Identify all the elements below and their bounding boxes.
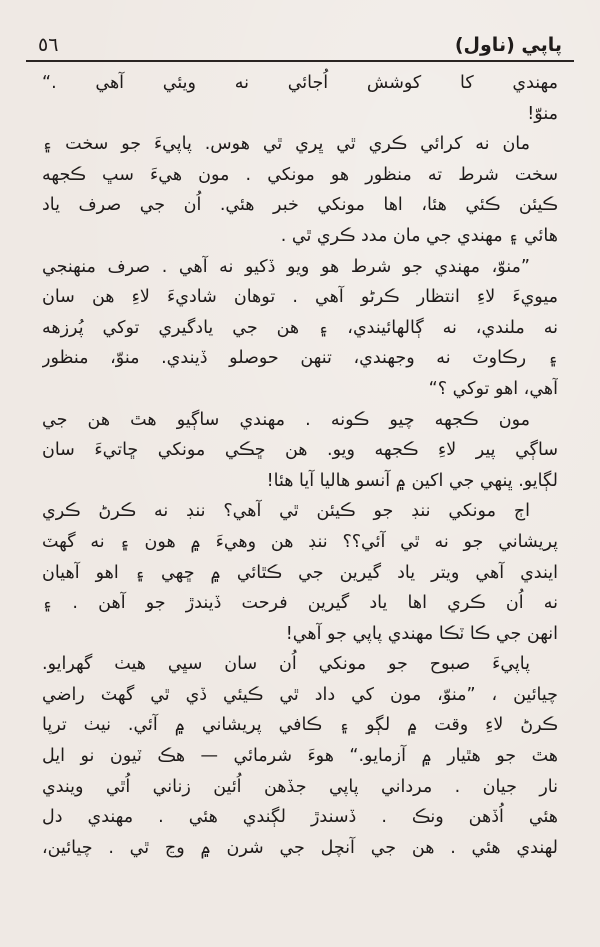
page-number: ٥٦	[38, 34, 59, 56]
page-body	[26, 62, 574, 863]
paragraph-3	[42, 252, 558, 405]
text-line: لهندي هئي . هن جي آنچل جي شرن ۾ وڃ ٿي . چيائين،	[42, 837, 558, 858]
text-line: هئي اُڏهن ونڪ . ڏسندڙ لڳندي هئي . مهندي دل	[42, 807, 558, 828]
text-line: هائي ۽ مهندي جي مان مدد ڪري ٿي .	[280, 225, 558, 246]
text-line: ۽ رڪاوٽ نه وجهندي، تنهن حوصلو ڏيندي. منوّ، منظور	[42, 348, 558, 369]
text-line: مان نه كرائي ڪري ٿي ڀري ٿي هوس. پاپيءَ جو سخت ۽	[42, 134, 530, 155]
text-line: نه اُن ڪري اها ياد گيرين فرحت ڏيندڙ جو آهن . ۽	[42, 593, 558, 614]
running-title: پاپي (ناول)	[454, 34, 562, 56]
text-line: لڳايو. ڀنهي جي اکين ۾ آنسو هاليا آيا هئا!	[266, 470, 558, 491]
text-line: نار جيان . مرداني پاپي جڏهن اُئين زناني اُٿي ويندي	[42, 776, 558, 797]
page-header	[26, 28, 574, 62]
text-line: پريشاني جو نه ٿي آئي؟؟ ننڊ هن وهيءَ ۾ هون ۽ نه گهٽ	[42, 531, 558, 552]
text-line: پاپيءَ صبوح جو مونکي اُن سان سڀي هيٺ گهرايو.	[42, 654, 530, 675]
text-line: مهندي كا كوشش اُجائي نه ويئي آهي .“	[42, 73, 558, 93]
text-line: ميويءَ لاءِ انتظار ڪرڻو آهي . توهان شاديءَ لاءِ هن سان	[42, 287, 558, 308]
text-line: اڄ مونکي ننڊ جو ڪيئن ٿي آهي؟ ننڊ نه ڪرڻ ڪري	[42, 501, 530, 522]
text-line: نه ملندي، نه ڳالهائيندي، ۽ هن جي يادگيري توکي پُرزهه	[42, 317, 558, 338]
text-line: چيائين ، ”منوّ، مون کي داد ٿي ڪيئي ڏي ٿي گهٽ راضي	[42, 684, 558, 705]
paragraph-6	[42, 649, 558, 863]
text-line: ايندي آهي ويتر ياد گيرين جي ڪٿائي ۾ ڇهي ۽ اهو آهيان	[42, 562, 558, 583]
text-line: ساڳي پير لاءِ ڪجهه ويو. هن ڇڪي مونکي ڇاتيءَ سان	[42, 440, 558, 461]
text-line: ڪيئن ڪئي هئا، اها مونکي خبر هئي. اُن جي صرف ياد	[42, 195, 558, 216]
paragraph-2	[42, 129, 558, 251]
text-line: مون ڪجهه چيو ڪونه . مهندي ساڳيو هٿ هن جي	[42, 409, 530, 430]
text-line: آهي، اهو توکي ؟“	[428, 378, 558, 399]
paragraph-4	[42, 405, 558, 497]
text-line: ڪرڻ لاءِ وقت ۾ لڳو ۽ ڪافي پريشاني ۾ آئي. نيٺ ترپا	[42, 715, 558, 736]
text-line: هٿ جو هٿيار ۾ آزمايو.“ هوءَ شرمائي — هڪ ٽيون نو ايل	[42, 746, 558, 767]
text-line: انهن جي ڪا ٽڪا مهندي پاپي جو آهي!	[285, 623, 558, 644]
text-line: منوّ!	[527, 103, 558, 124]
paragraph-1	[42, 68, 558, 129]
paragraph-5	[42, 496, 558, 649]
text-line: سخت شرط ته منظور هو مونکي . مون هيءَ سڀ ڪجهه	[42, 164, 558, 185]
text-line: ”منوّ، مهندي جو شرط هو ويو ڏکيو نه آهي . صرف منهنجي	[42, 256, 530, 277]
